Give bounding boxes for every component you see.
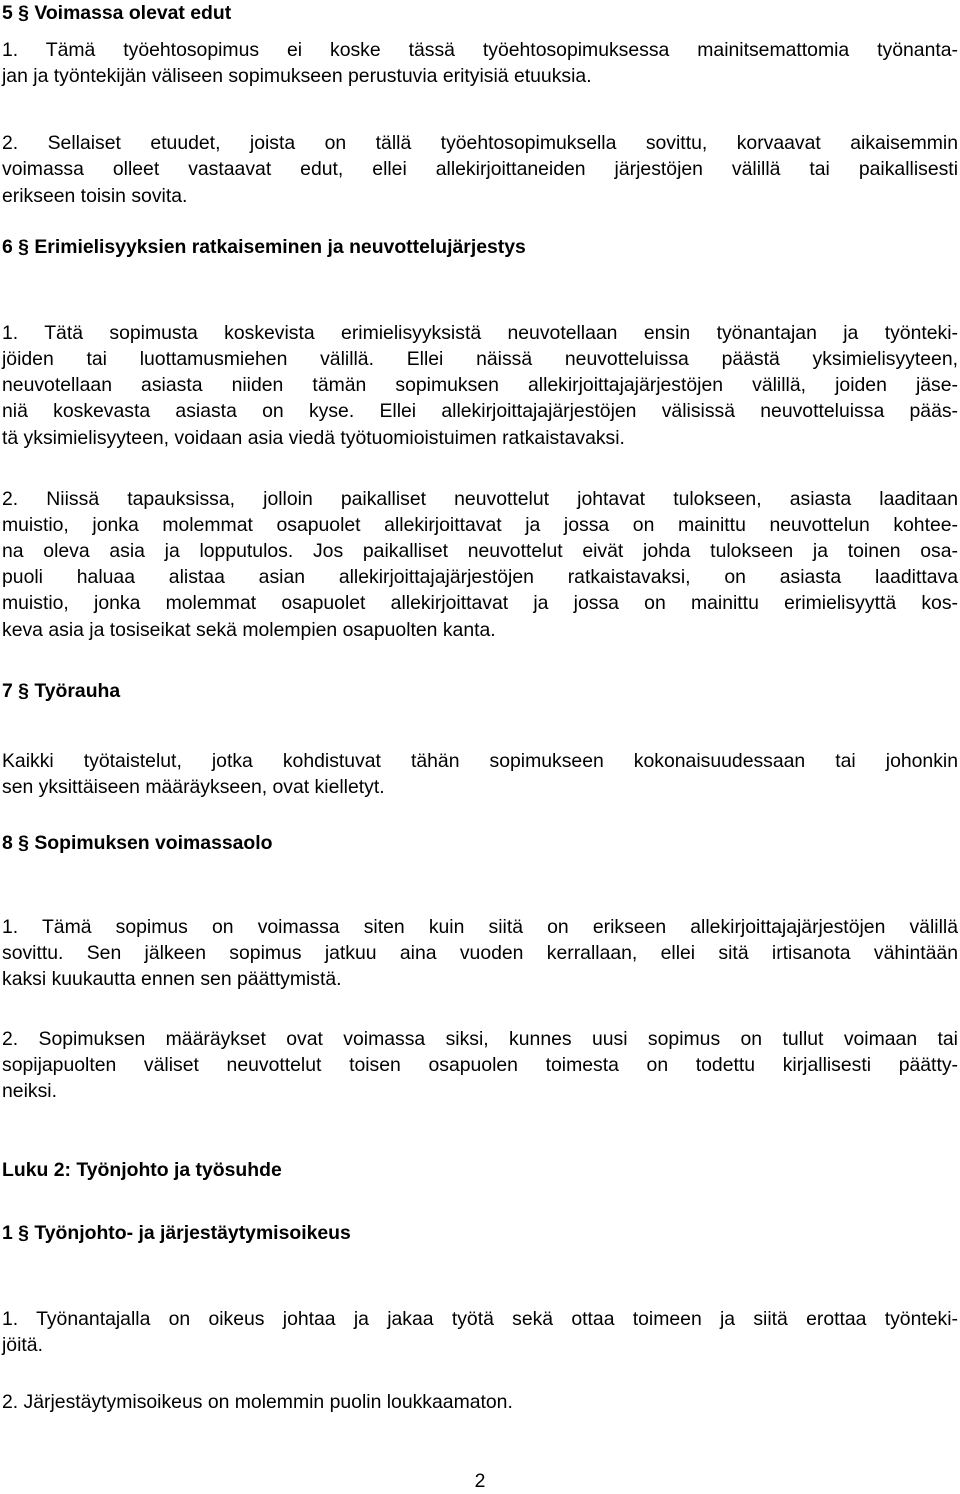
paragraph-line: tä yksimielisyyteen, voidaan asia viedä työtuomioistuimen ratkaistavaksi. (2, 427, 625, 449)
paragraph-line: sovittu. Sen jälkeen sopimus jatkuu aina vuoden kerrallaan, ellei sitä irtisanota vähintään (2, 942, 958, 964)
paragraph-line: 2. Niissä tapauksissa, jolloin paikalliset neuvottelut johtavat tulokseen, asiasta laaditaan (2, 488, 958, 510)
paragraph-line: muistio, jonka molemmat osapuolet allekirjoittavat ja jossa on mainittu neuvottelun kohtee- (2, 514, 958, 536)
paragraph-line: jan ja työntekijän väliseen sopimukseen perustuvia erityisiä etuuksia. (2, 65, 592, 87)
paragraph-line: niä koskevasta asiasta on kyse. Ellei allekirjoittajajärjestöjen välisissä neuvotteluissa pääs- (2, 400, 958, 422)
paragraph-line: erikseen toisin sovita. (2, 185, 188, 207)
paragraph-line: 1. Työnantajalla on oikeus johtaa ja jakaa työtä sekä ottaa toimeen ja siitä erottaa työnteki- (2, 1308, 958, 1330)
paragraph-line: neiksi. (2, 1080, 57, 1102)
paragraph-line: 1. Tämä työehtosopimus ei koske tässä työehtosopimuksessa mainitsemattomia työnanta- (2, 39, 958, 61)
paragraph-line: sen yksittäiseen määräykseen, ovat kielletyt. (2, 776, 385, 798)
paragraph-line: kaksi kuukautta ennen sen päättymistä. (2, 968, 342, 990)
section-heading: Luku 2: Työnjohto ja työsuhde (2, 1159, 282, 1181)
paragraph-line: sopijapuolten väliset neuvottelut toisen osapuolen toimesta on todettu kirjallisesti päätty- (2, 1054, 958, 1076)
paragraph-line: puoli haluaa alistaa asian allekirjoittajajärjestöjen ratkaistavaksi, on asiasta laadittava (2, 566, 958, 588)
paragraph-line: muistio, jonka molemmat osapuolet allekirjoittavat ja jossa on mainittu erimielisyyttä kos- (2, 592, 958, 614)
page-number: 2 (474, 1470, 486, 1492)
section-heading: 5 § Voimassa olevat edut (2, 2, 232, 24)
section-heading: 1 § Työnjohto- ja järjestäytymisoikeus (2, 1222, 351, 1244)
paragraph-line: 1. Tätä sopimusta koskevista erimielisyyksistä neuvotellaan ensin työnantajan ja työnteki- (2, 322, 958, 344)
paragraph-line: keva asia ja tosiseikat sekä molempien osapuolten kanta. (2, 619, 496, 641)
paragraph-line: 1. Tämä sopimus on voimassa siten kuin siitä on erikseen allekirjoittajajärjestöjen välillä (2, 916, 958, 938)
paragraph-line: voimassa olleet vastaavat edut, ellei allekirjoittaneiden järjestöjen välillä tai paikallisesti (2, 158, 958, 180)
paragraph-line: na oleva asia ja lopputulos. Jos paikalliset neuvottelut eivät johda tulokseen ja toinen osa- (2, 540, 958, 562)
paragraph-line: 2. Sellaiset etuudet, joista on tällä työehtosopimuksella sovittu, korvaavat aikaisemmin (2, 132, 958, 154)
section-heading: 8 § Sopimuksen voimassaolo (2, 832, 273, 854)
paragraph-line: neuvotellaan asiasta niiden tämän sopimuksen allekirjoittajajärjestöjen välillä, joiden jäse- (2, 374, 958, 396)
paragraph-line: jöiden tai luottamusmiehen välillä. Ellei näissä neuvotteluissa päästä yksimielisyyteen, (2, 348, 958, 370)
paragraph-line: jöitä. (2, 1334, 43, 1356)
paragraph-line: 2. Sopimuksen määräykset ovat voimassa siksi, kunnes uusi sopimus on tullut voimaan tai (2, 1028, 958, 1050)
paragraph-line: Kaikki työtaistelut, jotka kohdistuvat tähän sopimukseen kokonaisuudessaan tai johonkin (2, 750, 958, 772)
section-heading: 6 § Erimielisyyksien ratkaiseminen ja neuvottelujärjestys (2, 236, 526, 258)
section-heading: 7 § Työrauha (2, 680, 121, 702)
paragraph-line: 2. Järjestäytymisoikeus on molemmin puolin loukkaamaton. (2, 1391, 513, 1413)
